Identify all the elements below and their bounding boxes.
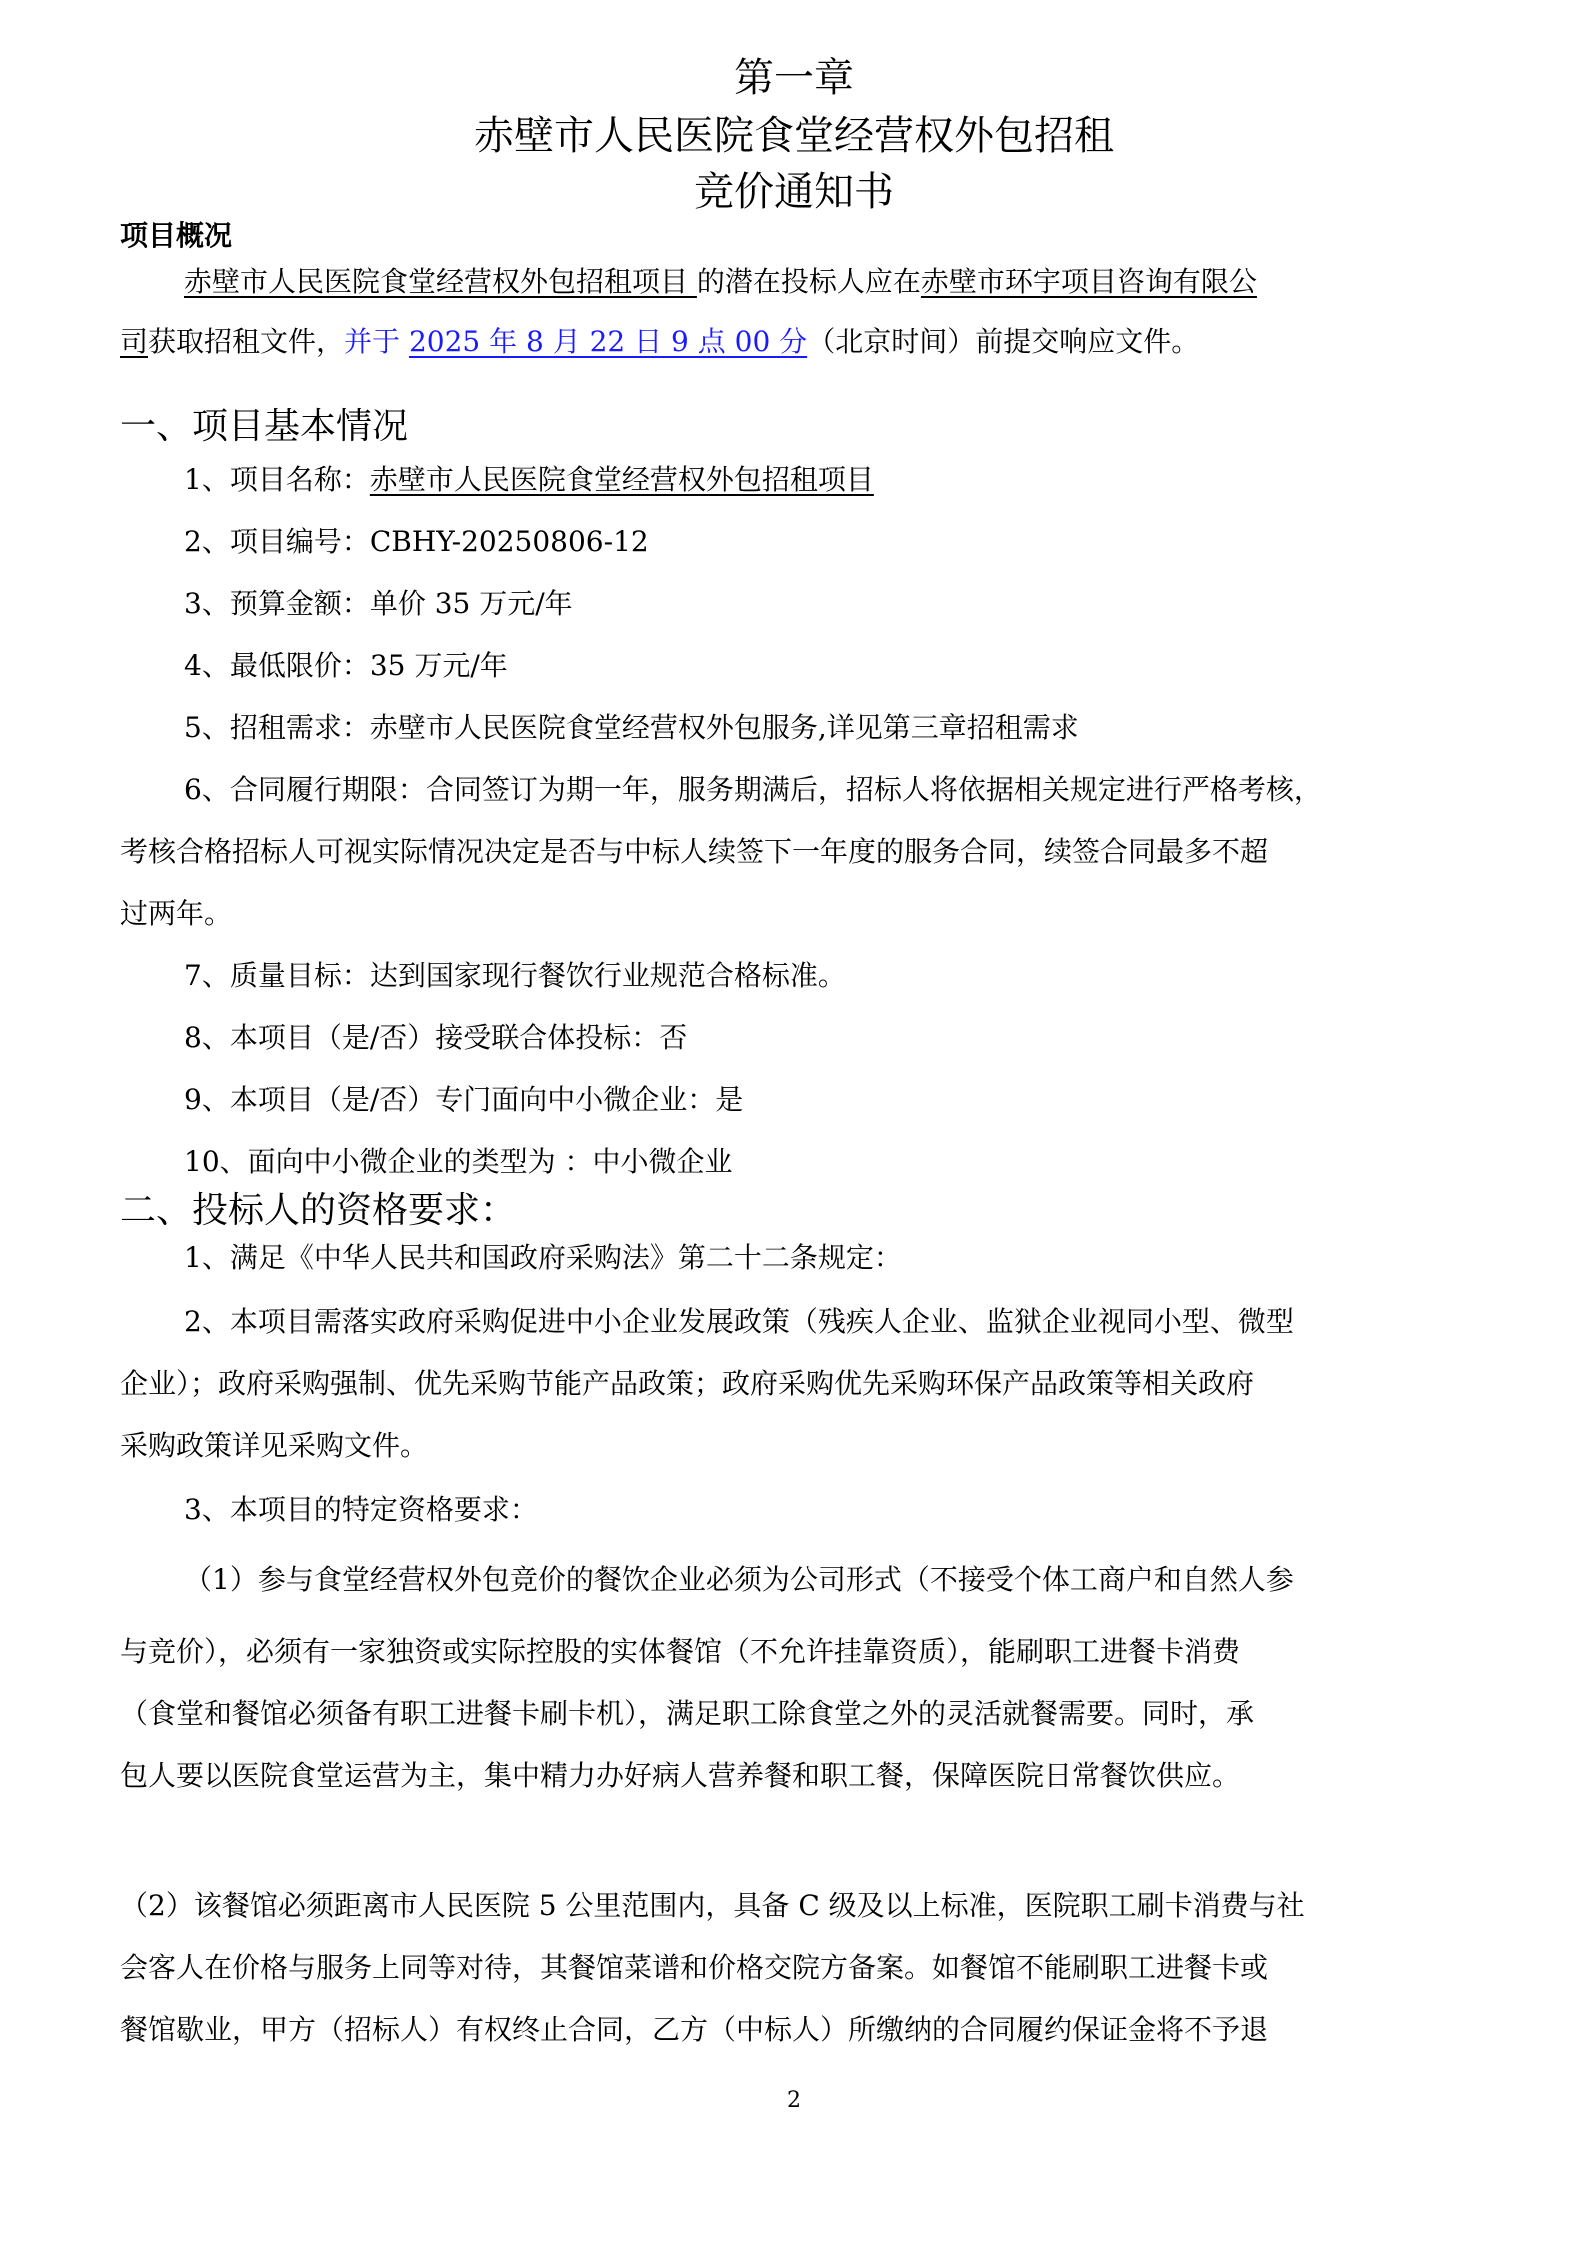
qual-item-2-line-3: 采购政策详见采购文件。 [120,1429,429,1462]
item-contract-period-line-2: 考核合格招标人可视实际情况决定是否与中标人续签下一年度的服务合同，续签合同最多不超 [120,835,1269,868]
qual-item-2-line-2: 企业）；政府采购强制、优先采购节能产品政策；政府采购优先采购环保产品政策等相关政府 [120,1367,1255,1400]
qual-item-2-line-1: 2、本项目需落实政府采购促进中小企业发展政策（残疾人企业、监狱企业视同小型、微型 [184,1305,1294,1338]
agency-name-underlined: 赤壁市环宇项目咨询有限公 [920,265,1257,298]
qual-item-1: 1、满足《中华人民共和国政府采购法》第二十二条规定： [184,1241,902,1274]
item-project-number: 2、项目编号：CBHY-20250806-12 [184,525,649,558]
item-contract-period-line-3: 过两年。 [120,897,233,930]
document-subtitle: 竞价通知书 [694,169,894,215]
qual-sub1-line-4: 包人要以医院食堂运营为主，集中精力办好病人营养餐和职工餐，保障医院日常餐饮供应。 [120,1759,1241,1792]
overview-paragraph-line-1 [184,262,1257,302]
item-sme-only: 9、本项目（是/否）专门面向中小微企业：是 [184,1083,744,1116]
overview-heading: 项目概况 [120,219,233,252]
item-budget: 3、预算金额：单价 35 万元/年 [184,587,573,620]
qual-sub2-line-1: （2）该餐馆必须距离市人民医院 5 公里范围内，具备 C 级及以上标准，医院职工刷卡消费与社 [120,1889,1305,1922]
item-contract-period-line-1: 6、合同履行期限：合同签订为期一年，服务期满后，招标人将依据相关规定进行严格考核， [184,773,1322,806]
item-requirement: 5、招租需求：赤壁市人民医院食堂经营权外包服务,详见第三章招租需求 [184,711,1079,744]
qual-sub1-line-2: 与竞价），必须有一家独资或实际控股的实体餐馆（不允许挂靠资质），能刷职工进餐卡消费 [120,1635,1241,1668]
overview-text-2: 获取招租文件， [148,325,345,358]
item-project-name-value: 赤壁市人民医院食堂经营权外包招租项目 [369,463,874,496]
overview-text: 的潜在投标人应在 [696,265,921,298]
section2-heading: 二、投标人的资格要求： [120,1190,517,1231]
overview-paragraph-line-2 [120,322,1199,362]
item-quality-target: 7、质量目标：达到国家现行餐饮行业规范合格标准。 [184,959,846,992]
qual-item-3: 3、本项目的特定资格要求： [184,1493,538,1526]
item-project-name [184,460,874,500]
item-sme-type: 10、面向中小微企业的类型为 ：中小微企业 [184,1145,733,1178]
deadline-datetime: 2025 年 8 月 22 日 9 点 00 分 [408,325,808,358]
qual-sub2-line-3: 餐馆歇业，甲方（招标人）有权终止合同，乙方（中标人）所缴纳的合同履约保证金将不予退 [120,2013,1269,2046]
section1-heading: 一、项目基本情况 [120,406,409,447]
document-title: 赤壁市人民医院食堂经营权外包招租 [474,113,1114,159]
agency-name-underlined-end: 司 [120,325,149,358]
qual-sub1-line-3: （食堂和餐馆必须备有职工进餐卡刷卡机），满足职工除食堂之外的灵活就餐需要。同时，承 [120,1697,1255,1730]
item-consortium: 8、本项目（是/否）接受联合体投标：否 [184,1021,688,1054]
overview-text-3: （北京时间）前提交响应文件。 [807,325,1200,358]
page-number: 2 [787,2088,801,2113]
qual-sub1-line-1: （1）参与食堂经营权外包竞价的餐饮企业必须为公司形式（不接受个体工商户和自然人参 [184,1563,1294,1596]
item-min-price: 4、最低限价：35 万元/年 [184,649,508,682]
item-project-name-label: 1、项目名称： [184,463,370,496]
project-name-underlined: 赤壁市人民医院食堂经营权外包招租项目 [184,265,697,298]
qual-sub2-line-2: 会客人在价格与服务上同等对待，其餐馆菜谱和价格交院方备案。如餐馆不能刷职工进餐卡或 [120,1951,1269,1984]
chapter-title: 第一章 [734,55,854,101]
deadline-prefix: 并于 [344,325,409,358]
